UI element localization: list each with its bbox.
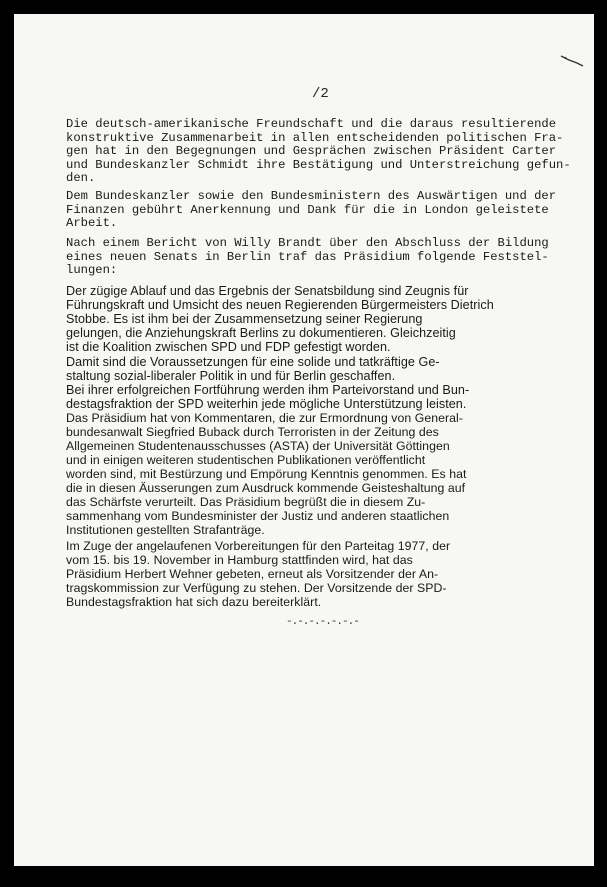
text-line: destagsfraktion der SPD weiterhin jede mögliche Unterstützung leisten. xyxy=(66,397,467,411)
text-line: das Schärfste verurteilt. Das Präsidium begrüßt die in diesem Zu- xyxy=(66,495,426,509)
text-line: konstruktive Zusammenarbeit in allen entscheidenden politischen Fra- xyxy=(66,130,564,145)
text-line: gen hat in den Begegnungen und Gesprächen zwischen Präsident Carter xyxy=(66,144,557,159)
text-line: Finanzen gebührt Anerkennung und Dank für die in London geleistete xyxy=(66,202,549,217)
paragraph-3 xyxy=(66,237,549,278)
text-line: Stobbe. Es ist ihm bei der Zusammensetzung seiner Regierung xyxy=(66,312,423,326)
text-line: eines neuen Senats in Berlin traf das Präsidium folgende Feststel- xyxy=(66,249,549,264)
text-line: Damit sind die Voraussetzungen für eine solide und tatkräftige Ge- xyxy=(66,355,440,369)
paragraph-1 xyxy=(66,118,571,186)
paragraph-4 xyxy=(66,284,494,354)
text-line: die in diesen Äusserungen zum Ausdruck kommende Geisteshaltung auf xyxy=(66,481,466,495)
text-line: Bei ihrer erfolgreichen Fortführung werden ihm Parteivorstand und Bun- xyxy=(66,383,470,397)
text-line: Allgemeinen Studentenausschusses (ASTA) der Universität Göttingen xyxy=(66,439,450,453)
text-line: Die deutsch-amerikanische Freundschaft und die daraus resultierende xyxy=(66,117,557,131)
text-line: tragskommission zur Verfügung zu stehen. Der Vorsitzende der SPD- xyxy=(66,581,447,595)
text-line: Dem Bundeskanzler sowie den Bundesministern des Auswärtigen und der xyxy=(66,189,557,203)
text-line: staltung sozial-liberaler Politik in und für Berlin geschaffen. xyxy=(66,369,396,383)
text-line: bundesanwalt Siegfried Buback durch Terroristen in der Zeitung des xyxy=(66,425,439,439)
text-line: und in einigen weiteren studentischen Publikationen veröffentlicht xyxy=(66,453,426,467)
text-line: ist die Koalition zwischen SPD und FDP gefestigt worden. xyxy=(66,340,391,354)
text-line: Der zügige Ablauf und das Ergebnis der Senatsbildung sind Zeugnis für xyxy=(66,284,469,298)
text-line: vom 15. bis 19. November in Hamburg stattfinden wird, hat das xyxy=(66,553,413,567)
text-line: den. xyxy=(66,171,96,186)
paragraph-5 xyxy=(66,355,469,411)
document-page xyxy=(14,14,594,866)
page-number: /2 xyxy=(312,86,329,102)
text-line: Nach einem Bericht von Willy Brandt über den Abschluss der Bildung xyxy=(66,236,549,250)
pen-mark-icon xyxy=(559,54,585,68)
text-line: Arbeit. xyxy=(66,216,118,231)
section-separator: -.-.-.-.-.-.- xyxy=(286,616,359,628)
text-line: worden sind, mit Bestürzung und Empörung Kenntnis genommen. Es hat xyxy=(66,467,467,481)
text-line: Institutionen gestellten Strafanträge. xyxy=(66,523,265,537)
text-line: Führungskraft und Umsicht des neuen Regierenden Bürgermeisters Dietrich xyxy=(66,298,494,312)
text-line: lungen: xyxy=(66,263,118,278)
text-line: Im Zuge der angelaufenen Vorbereitungen für den Parteitag 1977, der xyxy=(66,539,451,553)
paragraph-7 xyxy=(66,539,450,609)
paragraph-2 xyxy=(66,190,556,231)
paragraph-6 xyxy=(66,411,466,537)
text-line: Das Präsidium hat von Kommentaren, die zur Ermordnung von General- xyxy=(66,411,463,425)
text-line: und Bundeskanzler Schmidt ihre Bestätigung und Unterstreichung gefun- xyxy=(66,157,571,172)
text-line: Präsidium Herbert Wehner gebeten, erneut als Vorsitzender der An- xyxy=(66,567,439,581)
text-line: sammenhang vom Bundesminister der Justiz und anderen staatlichen xyxy=(66,509,450,523)
text-line: Bundestagsfraktion hat sich dazu bereiterklärt. xyxy=(66,595,322,609)
text-line: gelungen, die Anziehungskraft Berlins zu dokumentieren. Gleichzeitig xyxy=(66,326,456,340)
